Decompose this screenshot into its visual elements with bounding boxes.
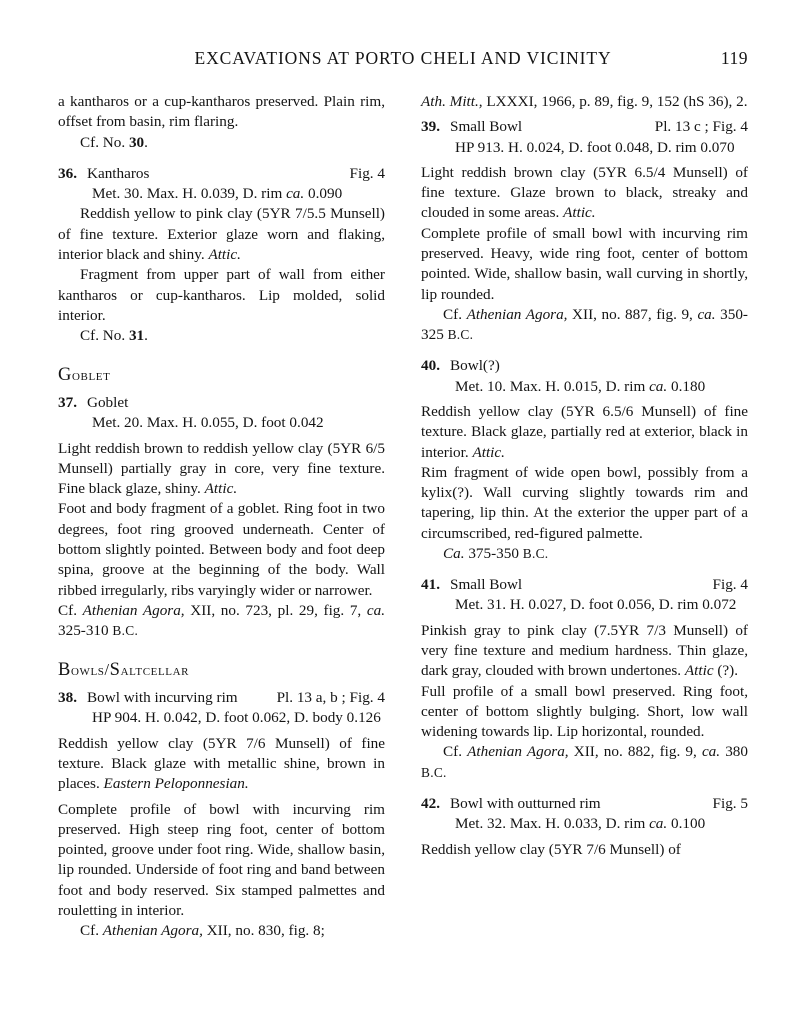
opening-cf-line: [58, 133, 385, 153]
entry-date: Ca. 375-350 B.C.: [443, 544, 549, 562]
entry-measurements: HP 913. H. 0.024, D. foot 0.048, D. rim 0.070: [455, 138, 735, 156]
entry-heading: [58, 393, 385, 413]
entry-condition: Foot and body fragment of a goblet. Ring foot in two degrees, foot ring grooved underneath. Center of bottom slightly pointed. Between body and foot deep spina, groove at the beginning of the body. Wall ribbed irregularly, ribs varyingly wider or narrower.: [58, 500, 385, 599]
entry-cf: Cf. Athenian Agora, XII, no. 830, fig. 8;: [80, 922, 325, 940]
entry-measurements: Met. 32. Max. H. 0.033, D. rim ca. 0.100: [455, 815, 706, 833]
section-heading-goblet: Goblet: [58, 365, 111, 386]
entry-cf: Cf. Athenian Agora, XII, no. 882, fig. 9, ca. 380 B.C.: [421, 743, 748, 780]
entry-heading: [58, 164, 385, 184]
entry-condition: Complete profile of bowl with incurving rim preserved. High steep ring foot, center of bottom pointed, groove under foot ring. Wide, shallow basin, lip rounded. Underside of foot ring and band between foot and body reserved. Six stamped palmettes and rouletting in interior.: [58, 800, 385, 919]
entry-measurements: Met. 30. Max. H. 0.039, D. rim ca. 0.090: [92, 185, 343, 203]
entry-condition: Fragment from upper part of wall from either kantharos or cup-kantharos. Lip molded, solid interior.: [58, 266, 385, 324]
right-column: [421, 92, 748, 942]
entry-heading: [58, 688, 385, 708]
entry-cf: Cf. No. 31.: [80, 327, 148, 345]
entry-description: Reddish yellow to pink clay (5YR 7/5.5 Munsell) of fine texture. Exterior glaze worn and flaking, interior black and shiny. Attic.: [58, 205, 385, 263]
entry-number: 38.: [58, 689, 77, 707]
entry-plate-ref: Pl. 13 a, b ; Fig. 4: [276, 689, 385, 707]
catalog-entry-37: [58, 393, 385, 641]
catalog-entry-36: [58, 164, 385, 347]
continued-reference: Ath. Mitt., LXXXI, 1966, p. 89, fig. 9, 152 (hS 36), 2.: [421, 93, 748, 110]
entry-figure-ref: Fig. 4: [712, 576, 748, 594]
entry-condition: Rim fragment of wide open bowl, possibly from a kylix(?). Wall curving slightly towards rim and tapering, lip thin. At the exterior the upper part of a circumscribed, red-figured palmette.: [421, 463, 748, 542]
entry-description: Reddish yellow clay (5YR 7/6 Munsell) of fine texture. Black glaze with metallic shine, brown in places. Eastern Peloponnesian.: [58, 734, 385, 793]
entry-heading: [421, 575, 748, 595]
entry-measurements: Met. 31. H. 0.027, D. foot 0.056, D. rim 0.072: [455, 596, 737, 614]
entry-number: 37.: [58, 394, 77, 412]
page-number: 119: [720, 48, 748, 68]
cf-period: .: [144, 133, 148, 151]
entry-measurements: Met. 10. Max. H. 0.015, D. rim ca. 0.180: [455, 377, 706, 395]
entry-cf: Cf. Athenian Agora, XII, no. 723, pl. 29, fig. 7, ca. 325-310 B.C.: [58, 601, 385, 640]
continued-paragraph: a kantharos or a cup-kantharos preserved. Plain rim, offset from basin, rim flaring.: [58, 93, 385, 131]
entry-number: 40.: [421, 357, 440, 375]
entry-measurements: Met. 20. Max. H. 0.055, D. foot 0.042: [92, 414, 324, 432]
entry-title: Small Bowl: [450, 118, 523, 136]
catalog-entry-40: [421, 356, 748, 564]
entry-title: Small Bowl: [450, 576, 523, 594]
entry-figure-ref: Fig. 5: [712, 795, 748, 812]
entry-title: Kantharos: [87, 164, 150, 182]
cf-number: 30: [128, 133, 145, 151]
entry-title: Bowl with incurving rim: [87, 689, 238, 707]
catalog-entry-42: [421, 794, 748, 860]
entry-number: 36.: [58, 164, 77, 182]
entry-number: 42.: [421, 795, 440, 812]
catalog-entry-41: [421, 575, 748, 783]
entry-title: Bowl(?): [450, 357, 500, 375]
catalog-entry-38: [58, 688, 385, 941]
entry-description: Reddish yellow clay (5YR 6.5/6 Munsell) of fine texture. Black glaze, partially red at exterior, black in interior. Attic.: [421, 402, 748, 461]
entry-heading: [421, 794, 748, 814]
entry-measurements: HP 904. H. 0.042, D. foot 0.062, D. body 0.126: [92, 709, 381, 727]
left-column: [58, 92, 385, 942]
entry-condition: Full profile of a small bowl preserved. Ring foot, center of bottom slightly bulging. Short, low wall widening towards lip. Lip horizontal, rounded.: [421, 682, 748, 741]
entry-description: Light reddish brown to reddish yellow clay (5YR 6/5 Munsell) partially gray in core, very fine texture. Fine black glaze, shiny. Attic.: [58, 439, 385, 498]
catalog-entry-39: [421, 117, 748, 345]
entry-title: Bowl with outturned rim: [450, 795, 601, 812]
page-title: EXCAVATIONS AT PORTO CHELI AND VICINITY: [194, 48, 612, 68]
section-heading-bowls: Bowls/Saltcellar: [58, 660, 190, 681]
entry-condition: Complete profile of small bowl with incurving rim preserved. Heavy, wide ring foot, center of bottom pointed. Wide, shallow basin, wall curving in shortly, lip rounded.: [421, 224, 748, 303]
two-column-body: [58, 92, 748, 942]
entry-number: 41.: [421, 576, 440, 594]
entry-title: Goblet: [87, 394, 129, 412]
entry-plate-ref: Pl. 13 c ; Fig. 4: [654, 118, 748, 136]
cf-label: Cf. No.: [80, 133, 129, 151]
entry-cf: Cf. Athenian Agora, XII, no. 887, fig. 9, ca. 350-325 B.C.: [421, 305, 748, 344]
entry-heading: [421, 117, 748, 137]
entry-description: Light reddish brown clay (5YR 6.5/4 Munsell) of fine texture. Glaze brown to black, streaky and clouded in some areas. Attic.: [421, 163, 748, 222]
entry-description: Reddish yellow clay (5YR 7/6 Munsell) of: [421, 840, 681, 858]
entry-description: Pinkish gray to pink clay (7.5YR 7/3 Munsell) of very fine texture and medium hardness. Thin glaze, dark gray, clouded with brown undertones. Attic (?).: [421, 621, 748, 680]
entry-number: 39.: [421, 118, 440, 136]
entry-figure-ref: Fig. 4: [349, 164, 385, 182]
entry-heading: [421, 356, 748, 376]
